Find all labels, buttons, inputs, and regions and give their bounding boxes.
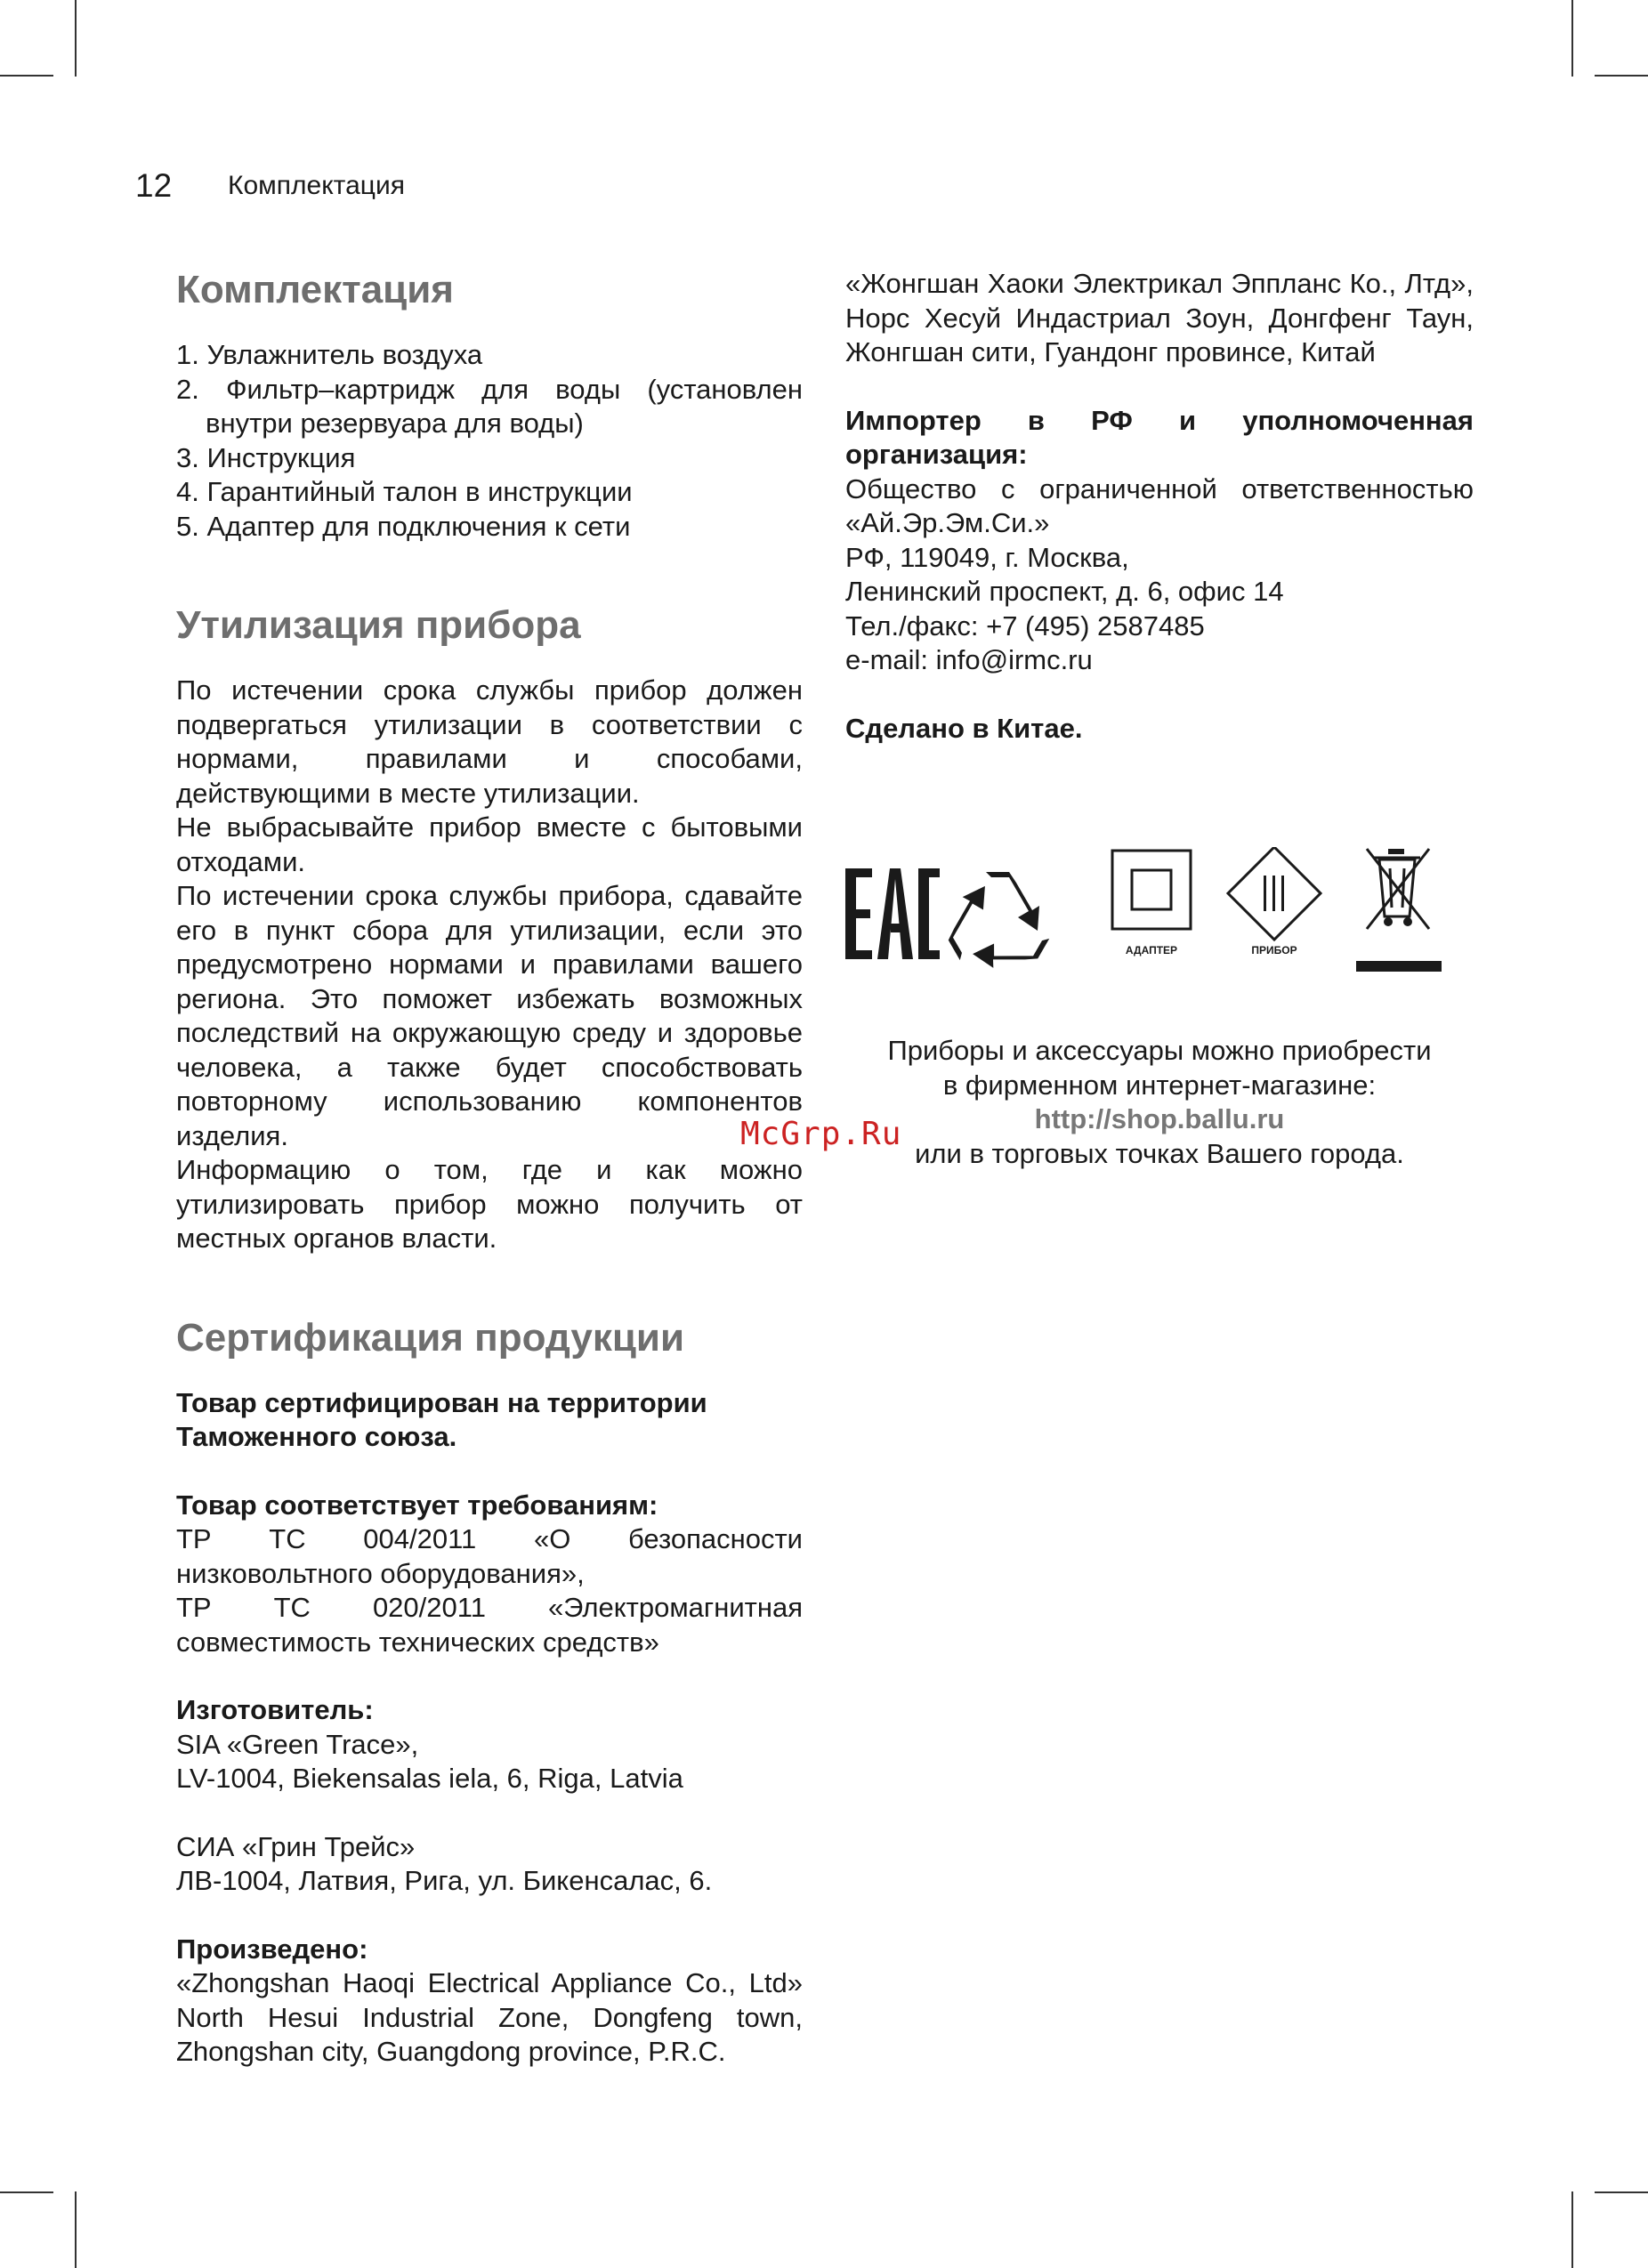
running-title: Комплектация [228,171,405,200]
weee-bin-icon [1356,849,1442,972]
crop-mark [1595,2191,1648,2193]
eac-mark-icon [845,868,940,959]
produced-ru-text: «Жонгшан Хаоки Электрикал Эппланс Ко., Лтд», Норс Хесуй Индастриал Зоун, Донгфенг Таун, Жонгшан сити, Гуандонг провинсе, Китай [845,268,1474,367]
complect-list [176,338,803,544]
manufacturer-ru-line: ЛВ-1004, Латвия, Рига, ул. Бикенсалас, 6. [176,1865,713,1896]
importer-company: Общество с ограниченной ответственностью «Ай.Эр.Эм.Си.» [845,472,1474,538]
device-label: ПРИБОР [1251,944,1297,956]
shop-line: или в торговых точках Вашего города. [915,1137,1404,1169]
shop-line: в фирменном интернет-магазине: [942,1069,1377,1101]
standard-item: ТР ТС 004/2011 «О безопасности низковольтного оборудования», [176,1523,803,1589]
paragraph: Информацию о том, где и как можно утилизировать прибор можно получить от местных органов власти. [176,1154,803,1254]
class-three-icon [1228,847,1321,940]
manufacturer-ru-line: СИА «Грин Трейс» [176,1830,416,1862]
importer-line: Тел./факс: +7 (495) 2587485 [845,609,1205,642]
right-column [845,267,1474,746]
crop-mark [1571,0,1573,77]
crop-mark [75,2191,77,2268]
manufacturer-line: SIA «Green Trace», [176,1728,419,1760]
section-title-disposal: Утилизация прибора [176,603,581,647]
certification-icons [845,847,1442,981]
list-item: 2. Фильтр–картридж для воды (установлен внутри резервуара для воды) [176,373,803,439]
section-title-complect: Комплектация [176,268,454,311]
shop-info [845,1034,1474,1171]
paragraph: По истечении срока службы прибора, сдавайте его в пункт сбора для утилизации, если это предусмотрено нормами и правилами вашего региона. Это поможет избежать возможных последствий на окружающую среду и здоровье человека, а также будет способствовать повторному использованию компонентов изделия. [176,880,803,1151]
left-column [176,267,803,2070]
crop-mark [0,75,53,77]
paragraph: Не выбрасывайте прибор вместе с бытовыми отходами. [176,811,803,877]
shop-url-link[interactable]: http://shop.ballu.ru [1034,1103,1285,1134]
list-item: 5. Адаптер для подключения к сети [176,510,631,542]
manufacturer-label: Изготовитель: [176,1694,374,1725]
importer-line: РФ, 119049, г. Москва, [845,541,1129,573]
crop-mark [1571,2191,1573,2268]
page-number: 12 [135,167,173,204]
paragraph: По истечении срока службы прибор должен подвергаться утилизации в соответствии с нормами, правилами и способами, действующими в месте утилизации. [176,674,803,809]
list-item: 3. Инструкция [176,441,356,473]
crop-mark [1595,75,1648,77]
list-item: 1. Увлажнитель воздуха [176,339,483,370]
manufacturer-line: LV-1004, Biekensalas iela, 6, Riga, Latvia [176,1763,683,1794]
produced-label: Произведено: [176,1933,368,1965]
shop-line: Приборы и аксессуары можно приобрести [887,1035,1432,1066]
standard-item: ТР ТС 020/2011 «Электромагнитная совместимость технических средств» [176,1592,803,1658]
recycle-icon [933,872,1049,981]
watermark: McGrp.Ru [740,1116,902,1152]
importer-email: e-mail: info@irmc.ru [845,644,1093,675]
importer-line: Ленинский проспект, д. 6, офис 14 [845,576,1284,607]
importer-label: Импортер в РФ и уполномоченная организация: [845,404,1474,470]
crop-mark [0,2191,53,2193]
section-title-cert: Сертификация продукции [176,1315,685,1360]
adapter-label: АДАПТЕР [1125,944,1178,956]
made-in-text: Сделано в Китае. [845,712,1083,744]
complies-label: Товар соответствует требованиям: [176,1489,658,1521]
certified-text: Товар сертифицирован на территории Таможенного союза. [176,1386,707,1452]
list-item: 4. Гарантийный талон в инструкции [176,476,633,507]
double-insulation-icon [1112,851,1191,929]
crop-mark [75,0,77,77]
produced-text: «Zhongshan Haoqi Electrical Appliance Co., Ltd» North Hesui Industrial Zone, Dongfeng town, Zhongshan city, Guangdong province, P.R.C. [176,1967,803,2067]
